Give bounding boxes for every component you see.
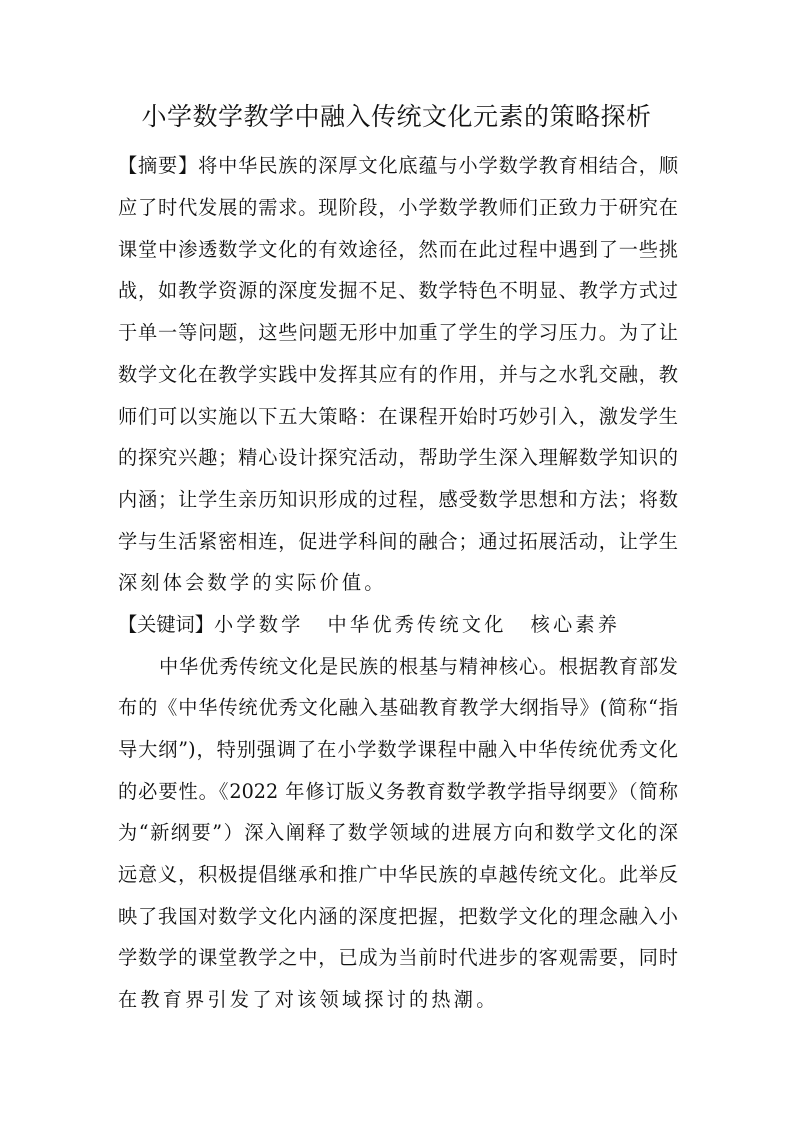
body-line: 导大纲”)，特别强调了在小学数学课程中融入中华传统优秀文化	[118, 738, 678, 761]
abstract-line: 应了时代发展的需求。现阶段，小学数学教师们正致力于研究在	[118, 196, 678, 219]
abstract-line: 于单一等问题，这些问题无形中加重了学生的学习压力。为了让	[118, 321, 678, 344]
body-line: 布的《中华传统优秀文化融入基础教育教学大纲指导》(简称“指	[118, 696, 678, 719]
abstract-line: 数学文化在教学实践中发挥其应有的作用，并与之水乳交融，教	[118, 363, 678, 386]
abstract-line: 深刻体会数学的实际价值。	[118, 571, 387, 594]
body-line: 远意义，积极提倡继承和推广中华民族的卓越传统文化。此举反	[118, 863, 678, 886]
keywords-label: 【关键词】	[118, 613, 214, 636]
abstract-line: 战，如教学资源的深度发掘不足、数学特色不明显、教学方式过	[118, 279, 678, 302]
abstract-label: 【摘要】	[118, 154, 199, 177]
abstract-line	[118, 152, 678, 180]
abstract-text: 将中华民族的深厚文化底蕴与小学数学教育相结合，顺	[198, 154, 679, 177]
keyword-item: 核心素养	[530, 613, 621, 636]
body-line: 的必要性。《2022 年修订版义务教育数学教学指导纲要》（简称	[118, 780, 678, 803]
body-line: 映了我国对数学文化内涵的深度把握，把数学文化的理念融入小	[118, 905, 678, 928]
abstract-line: 的探究兴趣；精心设计探究活动，帮助学生深入理解数学知识的	[118, 446, 678, 469]
body-line: 中华优秀传统文化是民族的根基与精神核心。根据教育部发	[159, 655, 678, 678]
keywords-line	[118, 611, 678, 639]
body-line: 学数学的课堂教学之中，已成为当前时代进步的客观需要，同时	[118, 946, 678, 969]
abstract-line: 师们可以实施以下五大策略：在课程开始时巧妙引入，激发学生	[118, 405, 678, 428]
abstract-line: 课堂中渗透数学文化的有效途径，然而在此过程中遇到了一些挑	[118, 238, 678, 261]
abstract-line: 学与生活紧密相连，促进学科间的融合；通过拓展活动，让学生	[118, 530, 678, 553]
body-line: 为“新纲要”）深入阐释了数学领域的进展方向和数学文化的深	[118, 821, 678, 844]
body-line: 在教育界引发了对该领域探讨的热潮。	[118, 988, 499, 1011]
document-title: 小学数学教学中融入传统文化元素的策略探析	[141, 102, 652, 131]
keyword-item: 小学数学	[213, 613, 304, 636]
abstract-line: 内涵；让学生亲历知识形成的过程，感受数学思想和方法；将数	[118, 488, 678, 511]
keyword-item: 中华优秀传统文化	[327, 613, 507, 636]
